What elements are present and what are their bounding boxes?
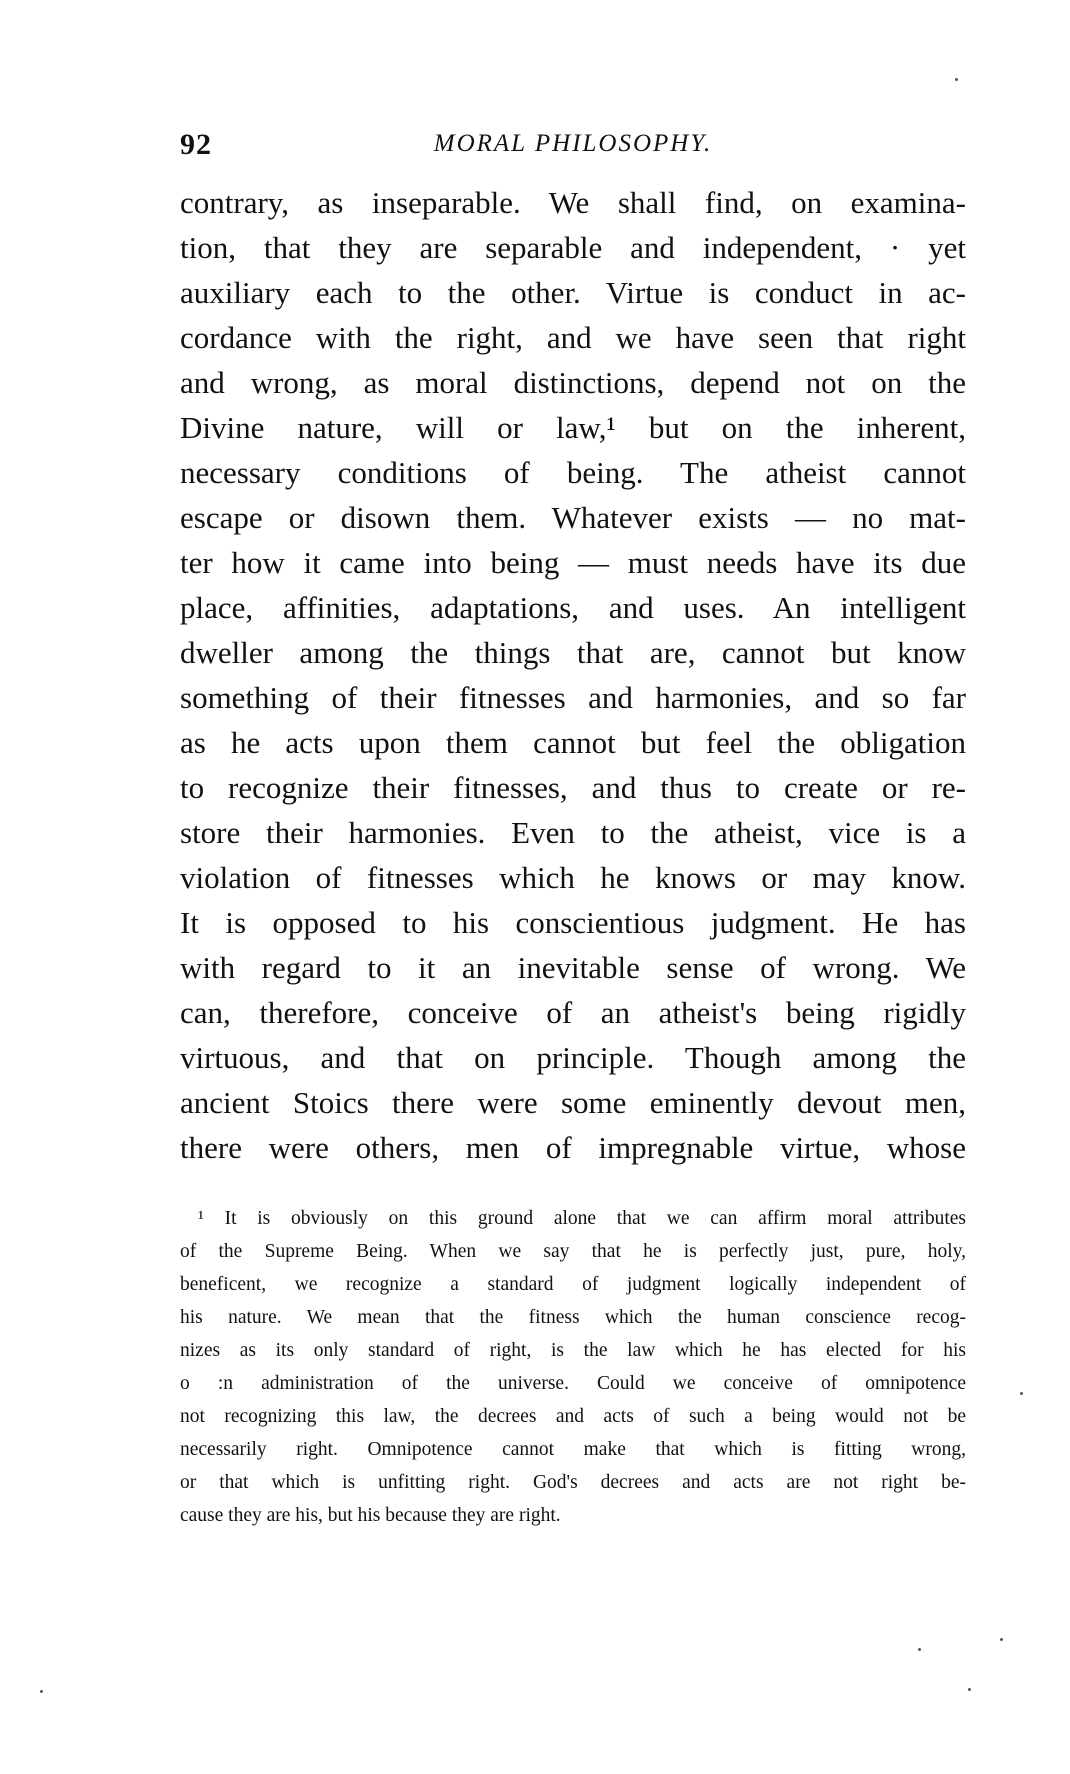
running-head: MORAL PHILOSOPHY. xyxy=(433,130,713,157)
scan-speck xyxy=(918,1648,921,1651)
body-line: place, affinities, adaptations, and uses. An intelligent xyxy=(180,590,966,625)
page-header xyxy=(180,128,966,168)
body-line: escape or disown them. Whatever exists — no mat- xyxy=(180,500,966,535)
body-line: as he acts upon them cannot but feel the obligation xyxy=(180,725,966,760)
body-line: ter how it came into being — must needs have its due xyxy=(180,545,966,580)
scan-speck xyxy=(968,1688,971,1691)
footnote-line: necessarily right. Omnipotence cannot make that which is fitting wrong, xyxy=(180,1439,966,1460)
body-line: auxiliary each to the other. Virtue is conduct in ac- xyxy=(180,275,966,310)
footnote-line: his nature. We mean that the fitness which the human conscience recog- xyxy=(180,1307,966,1328)
scan-speck xyxy=(955,78,958,81)
body-line: ancient Stoics there were some eminently devout men, xyxy=(180,1085,966,1120)
footnote-line: cause they are his, but his because they are right. xyxy=(180,1505,561,1526)
footnote-line: not recognizing this law, the decrees and acts of such a being would not be xyxy=(180,1406,966,1427)
footnote-line: ¹ It is obviously on this ground alone that we can affirm moral attributes xyxy=(198,1208,966,1229)
footnote xyxy=(180,1202,966,1532)
body-line: Divine nature, will or law,¹ but on the inherent, xyxy=(180,410,966,445)
page-number: 92 xyxy=(180,128,212,161)
scan-speck xyxy=(1000,1638,1003,1641)
body-text xyxy=(180,180,966,1170)
body-line: dweller among the things that are, cannot but know xyxy=(180,635,966,670)
body-line: It is opposed to his conscientious judgment. He has xyxy=(180,905,966,940)
body-line: with regard to it an inevitable sense of wrong. We xyxy=(180,950,966,985)
body-line: something of their fitnesses and harmonies, and so far xyxy=(180,680,966,715)
body-line: there were others, men of impregnable virtue, whose xyxy=(180,1130,966,1165)
body-line: store their harmonies. Even to the atheist, vice is a xyxy=(180,815,966,850)
body-line: tion, that they are separable and independent, · yet xyxy=(180,230,966,265)
footnote-line: beneficent, we recognize a standard of judgment logically independent of xyxy=(180,1274,966,1295)
footnote-line: or that which is unfitting right. God's decrees and acts are not right be- xyxy=(180,1472,966,1493)
body-line: and wrong, as moral distinctions, depend not on the xyxy=(180,365,966,400)
body-line: can, therefore, conceive of an atheist's being rigidly xyxy=(180,995,966,1030)
scan-speck xyxy=(40,1690,43,1693)
footnote-line: o :n administration of the universe. Could we conceive of omnipotence xyxy=(180,1373,966,1394)
body-line: violation of fitnesses which he knows or may know. xyxy=(180,860,966,895)
body-line: virtuous, and that on principle. Though among the xyxy=(180,1040,966,1075)
body-line: cordance with the right, and we have seen that right xyxy=(180,320,966,355)
scan-speck xyxy=(1020,1392,1023,1395)
footnote-line: of the Supreme Being. When we say that he is perfectly just, pure, holy, xyxy=(180,1241,966,1262)
body-line: necessary conditions of being. The atheist cannot xyxy=(180,455,966,490)
body-line: to recognize their fitnesses, and thus to create or re- xyxy=(180,770,966,805)
body-line: contrary, as inseparable. We shall find, on examina- xyxy=(180,185,966,220)
footnote-line: nizes as its only standard of right, is the law which he has elected for his xyxy=(180,1340,966,1361)
